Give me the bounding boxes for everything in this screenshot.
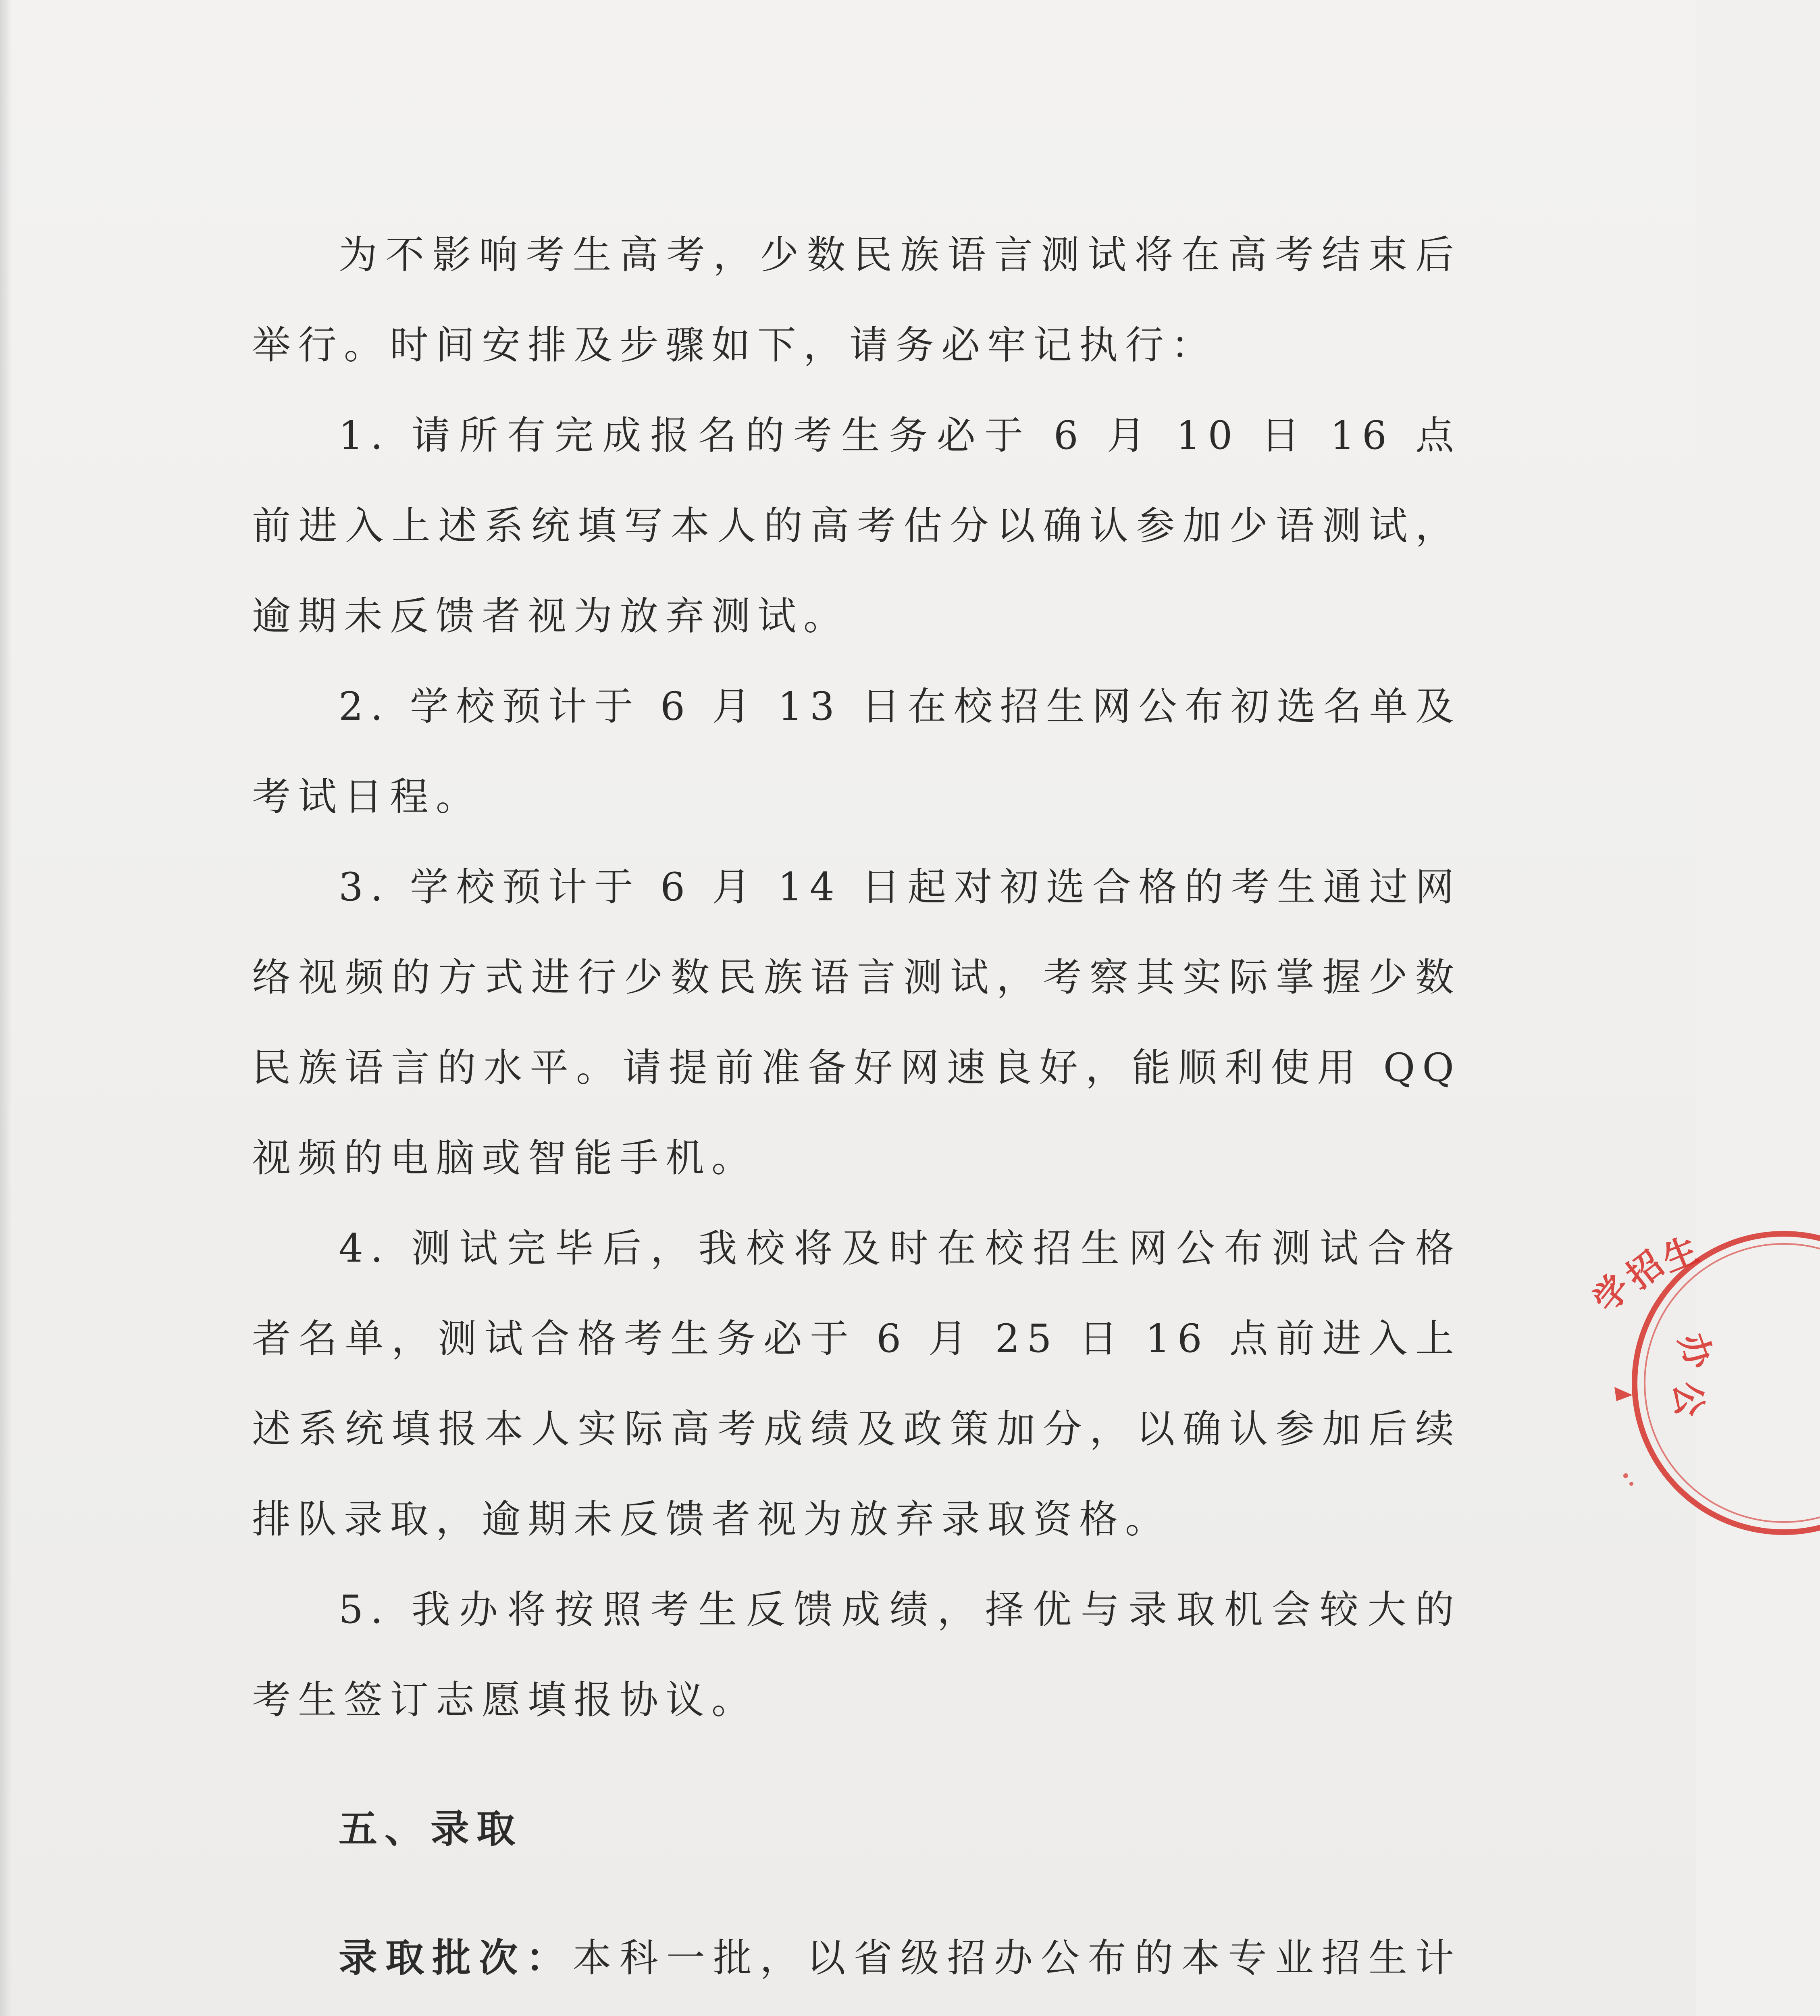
admission-batch-paragraph [252, 1913, 1461, 2016]
svg-text:公: 公 [1666, 1380, 1710, 1418]
svg-text:办: 办 [1671, 1327, 1721, 1374]
svg-text:生: 生 [1657, 1229, 1704, 1280]
section-heading: 五、录取 [339, 1806, 522, 1851]
svg-text:学: 学 [1585, 1267, 1639, 1320]
document-body [252, 210, 1461, 2016]
step-5-paragraph: 5. 我办将按照考生反馈成绩，择优与录取机会较大的考生签订志愿填报协议。 [252, 1587, 1461, 1722]
admission-batch-label: 录取批次： [339, 1935, 573, 1981]
step-1-paragraph: 1. 请所有完成报名的考生务必于 6 月 10 日 16 点前进入上述系统填写本人的高考估分以确认参加少语测试，逾期未反馈者视为放弃测试。 [252, 413, 1461, 639]
intro-paragraph: 为不影响考生高考，少数民族语言测试将在高考结束后举行。时间安排及步骤如下，请务必牢记执行： [252, 232, 1461, 368]
svg-text:招: 招 [1619, 1243, 1671, 1297]
seal-icon [1585, 1218, 1820, 1548]
step-3-paragraph: 3. 学校预计于 6 月 14 日起对初选合格的考生通过网络视频的方式进行少数民族语言测试，考察其实际掌握少数民族语言的水平。请提前准备好网速良好，能顺利使用 QQ 视频的电脑或智能手机。 [252, 864, 1461, 1181]
step-2-paragraph: 2. 学校预计于 6 月 13 日在校招生网公布初选名单及考试日程。 [252, 684, 1461, 819]
official-seal [1585, 1218, 1820, 1548]
page-edge-shadow [0, 0, 12, 2016]
step-4-paragraph: 4. 测试完毕后，我校将及时在校招生网公布测试合格者名单，测试合格考生务必于 6 月 25 日 16 点前进入上述系统填报本人实际高考成绩及政策加分，以确认参加后续排队录取，逾期未反馈者视为放弃录取资格。 [252, 1226, 1461, 1542]
admission-batch-text: 本科一批，以省级招办公布的本专业招生计 [572, 1935, 1462, 1981]
